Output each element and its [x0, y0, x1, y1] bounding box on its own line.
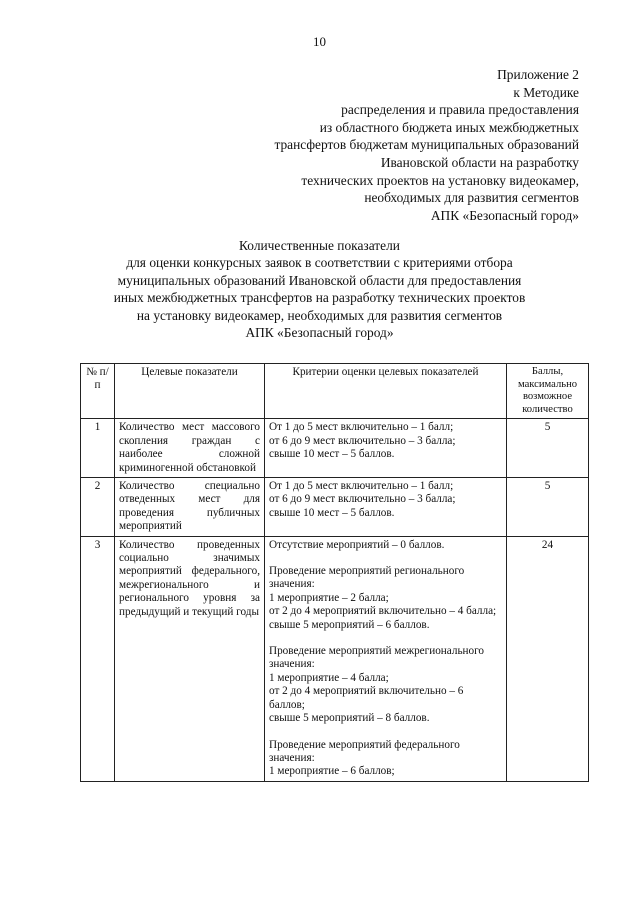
row-indicator: Количество проведенных социально значимых мероприятий федерального, межрегионального и регионального уровня за предыдущий и текущий годы — [115, 536, 265, 781]
row-score: 5 — [507, 478, 589, 537]
table-row — [81, 419, 589, 478]
title-line: муниципальных образований Ивановской области для предоставления — [117, 272, 522, 288]
row-indicator: Количество специально отведенных мест для проведения публичных мероприятий — [115, 478, 265, 537]
appendix-heading — [139, 66, 579, 224]
criteria-line: От 1 до 5 мест включительно – 1 балл; — [269, 480, 454, 492]
title-line: АПК «Безопасный город» — [245, 325, 394, 341]
criteria-line: от 6 до 9 мест включительно – 3 балла; — [269, 434, 456, 447]
criteria-line: свыше 5 мероприятий – 6 баллов. — [269, 618, 430, 631]
row-number: 2 — [81, 478, 115, 537]
document-title — [0, 237, 639, 341]
criteria-block — [269, 739, 502, 779]
appendix-line: Ивановской области на разработку — [380, 154, 579, 170]
table-row — [81, 478, 589, 537]
row-score: 24 — [507, 536, 589, 781]
criteria-line: свыше 10 мест – 5 баллов. — [269, 506, 395, 519]
criteria-line: свыше 5 мероприятий – 8 баллов. — [269, 712, 430, 725]
row-number: 3 — [81, 536, 115, 781]
criteria-line: Отсутствие мероприятий – 0 баллов. — [269, 538, 445, 551]
table-body — [81, 419, 589, 781]
appendix-line: технических проектов на установку видеокамер, — [301, 172, 579, 188]
title-line: иных межбюджетных трансфертов на разработку технических проектов — [113, 290, 526, 306]
appendix-line: из областного бюджета иных межбюджетных — [319, 119, 579, 135]
row-criteria — [265, 478, 507, 537]
appendix-line: распределения и правила предоставления — [341, 102, 579, 118]
criteria-line: 1 мероприятие – 6 баллов; — [269, 765, 395, 778]
table-row — [81, 536, 589, 781]
criteria-line: от 6 до 9 мест включительно – 3 балла; — [269, 493, 456, 506]
row-criteria — [265, 536, 507, 781]
page-number: 10 — [313, 34, 326, 49]
criteria-block — [269, 480, 502, 520]
header-indicator: Целевые показатели — [115, 364, 265, 419]
row-criteria — [265, 419, 507, 478]
appendix-line: необходимых для развития сегментов — [364, 190, 579, 206]
criteria-line: 1 мероприятие – 2 балла; — [269, 591, 389, 604]
criteria-line: От 1 до 5 мест включительно – 1 балл; — [269, 421, 454, 434]
criteria-block — [269, 421, 502, 461]
criteria-line: Проведение мероприятий федерального значения: — [269, 738, 460, 764]
appendix-line: к Методике — [513, 84, 579, 100]
title-line: на установку видеокамер, необходимых для развития сегментов — [136, 307, 503, 323]
row-indicator: Количество мест массового скопления граждан с наиболее сложной криминогенной обстановкой — [115, 419, 265, 478]
criteria-line: Проведение мероприятий межрегионального значения: — [269, 645, 485, 671]
criteria-line: свыше 10 мест – 5 баллов. — [269, 448, 395, 461]
table-header-row — [81, 364, 589, 419]
appendix-line: Приложение 2 — [497, 67, 579, 82]
header-number: № п/п — [81, 364, 115, 419]
criteria-block — [269, 565, 502, 632]
header-criteria: Критерии оценки целевых показателей — [265, 364, 507, 419]
criteria-line: Проведение мероприятий регионального значения: — [269, 565, 465, 591]
row-score: 5 — [507, 419, 589, 478]
criteria-line: от 2 до 4 мероприятий включительно – 4 балла; — [269, 605, 497, 618]
criteria-table — [80, 363, 589, 782]
criteria-block — [269, 539, 502, 552]
title-line: для оценки конкурсных заявок в соответствии с критериями отбора — [126, 255, 513, 271]
criteria-line: от 2 до 4 мероприятий включительно – 6 баллов; — [269, 685, 464, 711]
criteria-line: 1 мероприятие – 4 балла; — [269, 671, 389, 684]
appendix-line: трансфертов бюджетам муниципальных образований — [274, 137, 579, 153]
row-number: 1 — [81, 419, 115, 478]
header-score: Баллы, максимально возможное количество — [507, 364, 589, 419]
criteria-block — [269, 645, 502, 725]
title-line: Количественные показатели — [239, 238, 400, 253]
appendix-line: АПК «Безопасный город» — [430, 207, 579, 223]
